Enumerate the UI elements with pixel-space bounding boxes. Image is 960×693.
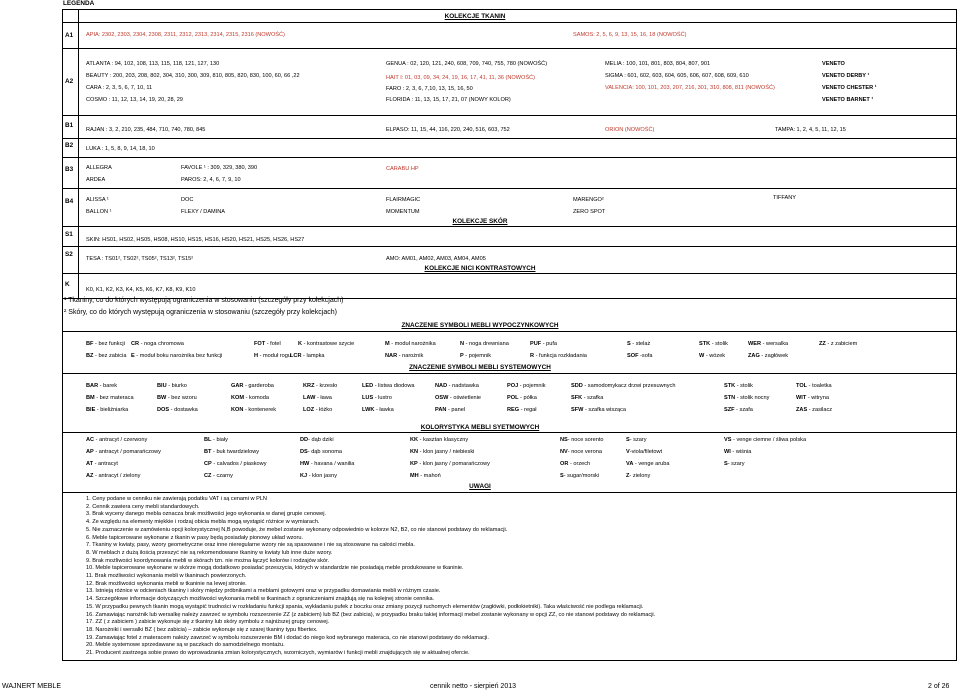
veneto-collection: VENETO [822,61,845,67]
symbol-row2-1: E - moduł boku narożnika bez funkcji [131,353,223,359]
haiti-collection: HAIT I: 01, 03, 09, 34, 24, 19, 16, 17, 41, 11, 36 (NOWOŚĆ) [386,75,536,81]
tesa-collection: TESA : TS01², TS02², TS05², TS13², TS15² [86,256,194,262]
uwaga-item: 2. Cennik zawiera ceny mebli standardowych. [86,503,200,510]
uwaga-item: 17. ZZ ( z zabiciem ) zabicie wykonuje się z tkaniny lub skóry symbolu z najniższej grupy cenowej. [86,619,330,626]
kolor-row0-3: KK - kasztan klasyczny [410,437,469,443]
zero-spot-collection: ZERO SPOT [573,209,606,215]
uwaga-item: 6. Meble tapicerowane wykonane z tkanin w pasy będą posiadały pionowy układ wzoru. [86,534,304,541]
kolor-row1-6: WI - wiśnia [724,449,752,455]
sys-row2-5: OSW - oświetlenie [435,395,482,401]
symbol-row2-9: ZAG - zagłówek [748,353,789,359]
kolor-row1-3: KN - klon jasny / niebieski [410,449,475,455]
kolor-row0-6: VS - venge ciemne / śliwa polska [724,437,807,443]
section-symbole-wypoczynkowe: ZNACZENIE SYMBOLI MEBLI WYPOCZYNKOWYCH [401,322,559,329]
kolor-row0-0: AC - antracyt / czerwony [86,437,148,443]
melia-collection: MELIA : 100, 101, 801, 803, 804, 807, 901 [605,61,711,67]
apia-collection: APIA: 2302, 2303, 2304, 2308, 2311, 2312, 2313, 2314, 2315, 2316 (NOWOŚĆ) [86,32,285,38]
veneto-derby-collection: VENETO DERBY ¹ [822,73,870,79]
sys-row3-6: REG - regał [507,407,537,413]
faro-collection: FARO : 2, 3, 6, 7,10, 13, 15, 16, 50 [386,86,473,92]
sys-row1-5: NAD - nadstawka [435,383,479,389]
sys-row1-2: GAR - garderoba [231,383,274,389]
legend-title: LEGENDA [63,0,95,7]
symbol-row1-0: BF - bez funkcji [86,341,125,347]
symbol-row2-8: W - wózek [699,353,726,359]
flexy-collection: FLEXY / DAMINA [181,209,226,215]
kolor-row0-2: DD- dąb dziki [300,437,334,443]
sys-row2-9: WIT - witryna [796,395,829,401]
sys-row1-0: BAR - barek [86,383,118,389]
uwaga-item: 9. Brak możliwości koordynowania mebli w skórach tzn. nie można łączyć kolorów i rodzajów skór. [86,557,330,564]
sys-row3-0: BIE - bieliźniarka [86,407,129,413]
row-label-b3: B3 [65,166,74,173]
sys-row3-3: LOZ - łóżko [303,407,333,413]
cara-collection: CARA : 2, 3, 5, 6, 7, 10, 11 [86,85,153,91]
section-kolorystyka: KOLORYSTYKA MEBLI SYETMOWYCH [420,424,540,431]
orion-collection: ORION (NOWOŚĆ) [605,127,655,133]
amo-collection: AMO: AM01, AM02, AM03, AM04, AM05 [386,256,486,262]
footer-page-number: 2 of 26 [928,683,950,690]
symbol-row1-5: N - noga drewniana [460,341,509,347]
row-label-b4: B4 [65,198,74,205]
allegra-collection: ALLEGRA [86,165,112,171]
kolor-row1-1: BT - buk twardzielowy [204,449,260,455]
kolor-row2-4: OR - orzech [560,461,591,467]
kolor-row1-2: DS- dąb sonoma [300,449,342,455]
samos-collection: SAMOS: 2, 5, 6, 9, 13, 15, 16, 18 (NOWOŚĆ) [573,32,687,38]
symbol-row1-3: K - kontrastowe szycie [298,341,355,347]
luka-collection: LUKA : 1, 5, 8, 9, 14, 18, 10 [86,146,155,152]
section-symbole-systemowe: ZNACZENIE SYMBOLI MEBLI SYSTEMOWYCH [409,364,551,371]
row-label-s2: S2 [65,251,73,258]
kolor-row1-4: NV- noce verona [560,449,602,455]
doc-collection: DOC [181,197,194,203]
uwaga-item: 10. Meble tapicerowane wykonane w skórze mogą dodatkowo posiadać przeszycia, których w standardzie nie posiadają meble produkowane w tkaninie. [86,565,464,572]
sys-row1-6: POJ - pojemnik [507,383,546,389]
kolor-row2-3: KP - klon jasny / pomarańczowy [410,461,490,467]
symbol-row2-0: BZ - bez zabicia [86,353,127,359]
sys-row3-5: PAN - panel [435,407,466,413]
sys-row1-9: TOL - toaletka [796,383,832,389]
carabu-collection: CARABU HP [386,166,419,172]
kolor-row3-0: AZ - antracyt / zielony [86,473,141,479]
uwaga-item: 16. Zamawiając narożnik lub wersalkę należy zawrzeć w symbolu rozszerzenie ZZ (z zabiciem) lub BZ (bez zabicia), w przypadku braku takiej informacji mebel zostanie wykonany w opcji ZZ, co nie stanowi podstawy do reklamacji. [86,611,656,618]
sys-row2-0: BM - bez materaca [86,395,134,401]
ardea-collection: ARDEA [86,177,106,183]
row-label-k: K [65,281,70,288]
kolor-row2-5: VA - venge aruba [626,461,670,467]
veneto-chester-collection: VENETO CHESTER ¹ [822,85,877,91]
symbol-row2-4: NAR - narożnik [385,353,424,359]
florida-collection: FLORIDA : 11, 13, 15, 17, 21, 07 (NOWY KOLOR) [386,97,511,103]
symbol-row2-7: SOF -sofa [627,353,653,359]
section-kolekcje-skor: KOLEKCJE SKÓR [452,218,508,225]
beauty-collection: BEAUTY : 200, 203, 208, 802, 304, 310, 300, 309, 810, 805, 820, 830, 100, 60, 66 ,22 [86,73,300,79]
kolor-row3-5: Z- zielony [626,473,651,479]
uwaga-item: 20. Meble systemowe sprzedawane są w paczkach do samodzielnego montażu. [86,642,285,649]
kolor-row0-5: S- szary [626,437,647,443]
row-label-s1: S1 [65,231,73,238]
symbol-row1-10: ZZ - z zabiciem [819,341,858,347]
sys-row2-4: LUS - lustro [362,395,392,401]
sys-row2-7: SFK - szafka [571,395,604,401]
kontrast-list: K0, K1, K2, K3, K4, K5, K6, K7, K8, K9, K10 [86,287,196,293]
sys-row1-8: STK - stolik [724,383,753,389]
ballon-collection: BALLON ¹ [86,209,112,215]
footer-pricelist: cennik netto - sierpień 2013 [430,683,516,690]
tampa-collection: TAMPA: 1, 2, 4, 5, 11, 12, 15 [775,127,846,133]
sys-row1-1: BIU - biurko [157,383,187,389]
kolor-row2-1: CP - calvados / piaskowy [204,461,267,467]
symbol-row1-6: PUF - pufa [530,341,558,347]
uwaga-item: 1. Ceny podane w cenniku nie zawierają podatku VAT i są cenami w PLN [86,496,267,502]
uwaga-item: 15. W przypadku pewnych tkanin mogą wystąpić trudności w rozkładaniu funkcji spania, wykładaniu pufek z boczku oraz zmiany pozycji ruchomych elementów (zagłówki, podłokietniki). Taka właściwość nie podlega reklamacji. [86,603,644,610]
atlanta-collection: ATLANTA : 94, 102, 108, 113, 115, 118, 121, 127, 130 [86,61,220,67]
kolor-row0-4: NS- noce sorento [560,437,604,443]
section-uwagi: UWAGI [469,483,491,490]
marengo-collection: MARENGO² [573,197,604,203]
uwaga-item: 12. Brak możliwości wykonania mebli w tkaninie na lewej stronie. [86,580,247,587]
symbol-row1-8: STK - stolik [699,341,728,347]
sys-row2-6: POL - półka [507,395,537,401]
favole-collection: FAVOLE ¹ : 309, 329, 380, 390 [181,165,258,171]
uwaga-item: 13. Istnieją różnice w odcieniach tkaniny i skóry między próbnikami a meblami gotowymi oraz w przypadku domawiania mebli w różnym czasie. [86,588,441,595]
rajan-collection: RAJAN : 3, 2, 210, 235, 484, 710, 740, 780, 845 [86,127,206,133]
genua-collection: GENUA : 02, 120, 121, 240, 608, 709, 740, 755, 780 (NOWOŚĆ) [386,61,548,67]
valencia-collection: VALENCIA: 100, 101, 203, 207, 216, 301, 310, 808, 811 (NOWOŚĆ) [605,85,775,91]
uwaga-item: 19. Zamawiając fotel z materacem należy zawrzeć w symbolu rozszerzenie BM i dodać do niego kod wybranego materaca, co nie stanowi podstawy do reklamacji. [86,634,489,641]
uwaga-item: 3. Brak wyceny danego mebla oznacza brak możliwości jego wykonania w danej grupie cenowej. [86,511,327,518]
sys-row3-4: LWK - ławka [362,407,394,413]
flairmagic-collection: FLAIRMAGIC [386,197,421,203]
symbol-row2-3: LCR - lampka [290,353,325,359]
kolor-row2-0: AT - antracyt [86,461,118,467]
symbol-row1-7: S - stelaż [627,341,651,347]
symbol-row1-4: M - moduł narożnika [385,341,436,347]
symbol-row2-6: R - funkcja rozkładania [530,353,587,359]
section-kolekcje-tkanin: KOLEKCJE TKANIN [444,13,506,20]
note-tkaniny: ¹ Tkaniny, co do których występują ograniczenia w stosowaniu (szczegóły przy kolekcjach) [64,297,344,304]
sys-row3-8: SZF - szafa [724,407,753,413]
kolor-row1-0: AP - antracyt / pomarańczowy [86,449,161,455]
uwaga-item: 14. Szczegółowe informacje dotyczących możliwości wykonania mebli w tkaninach z ograniczeniami znajdują się na kolejnej stronie cennika. [86,596,435,603]
symbol-row1-2: FOT - fotel [254,341,281,347]
kolor-row3-3: MH - mahoń [410,473,441,479]
symbol-row1-1: CR - noga chromowa [131,341,184,347]
kolor-row0-1: BL - biały [204,437,228,443]
cosmo-collection: COSMO : 11, 12, 13, 14, 19, 20, 28, 29 [86,97,183,103]
momentum-collection: MOMENTUM [386,209,420,215]
paros-collection: PAROS: 2, 4, 6, 7, 9, 10 [181,177,241,183]
note-skory: ² Skóry, co do których występują ograniczenia w stosowaniu (szczegóły przy kolekcjach) [64,309,337,316]
sys-row1-7: SDD - samodomykacz drzwi przesuwnych [571,383,676,389]
kolor-row2-2: HW - havana / wanilia [300,461,355,467]
sys-row2-8: STN - stolik nocny [724,395,770,401]
kolor-row3-1: CZ - czarny [204,473,233,479]
sys-row1-3: KRZ - krzesło [303,383,338,389]
sys-row3-2: KON - kontenerek [231,407,277,413]
kolor-row3-2: KJ - klon jasny [300,473,338,479]
sigma-collection: SIGMA : 601, 602, 603, 604, 605, 606, 607, 608, 609, 610 [605,73,749,79]
sys-row3-9: ZAS - zasilacz [796,407,833,413]
tiffany-collection: TIFFANY [773,195,796,201]
kolor-row2-6: S- szary [724,461,745,467]
sys-row3-1: DOS - dostawka [157,407,198,413]
symbol-row2-2: H - moduł rogu [254,353,292,359]
sys-row2-3: LAW - ława [303,395,332,401]
uwaga-item: 18. Narożniki i wersalki BZ ( bez zabicia) – zabicie wykonuje się z szarej tkaniny typu fibertex. [86,626,318,633]
row-label-a2: A2 [65,78,74,85]
row-label-b1: B1 [65,122,74,129]
row-label-a1: A1 [65,32,74,39]
kolor-row3-4: S- sugar/morski [560,473,600,479]
sys-row2-1: BW - bez wzoru [157,395,197,401]
uwaga-item: 7. Tkaniny w kwiaty, pasy, wzory geometryczne oraz inne nieregularne wzory nie są spasowane i nie są stosowane na całości mebla. [86,542,415,549]
sys-row3-7: SFW - szafka wisząca [571,407,627,413]
sys-row1-4: LED - listwa diodowa [362,383,415,389]
uwaga-item: 5. Nie zaznaczenie w zamówieniu opcji kolorystycznej N,B powoduje, że mebel zostanie wykonany odpowiednio w kolorze N2, B2, co nie stanowi podstawy do reklamacji. [86,526,508,533]
footer-company: WAJNERT MEBLE [2,683,61,690]
uwaga-item: 8. W meblach z dużą ilością przeszyć nie są rekomendowane tkaniny w kwiaty lub inne duże wzory. [86,549,333,556]
section-kolekcje-nici: KOLEKCJE NICI KONTRASTOWYCH [424,265,536,272]
elpaso-collection: ELPASO: 11, 15, 44, 116, 220, 240, 516, 603, 752 [386,127,510,133]
kolor-row1-5: V-viola/filetowt [626,449,663,455]
symbol-row1-9: WER - wersalka [748,341,789,347]
row-label-b2: B2 [65,142,74,149]
symbol-row2-5: P - pojemnik [460,353,492,359]
uwaga-item: 4. Ze względu na elementy miękkie i rodzaj obicia mebla mogą wystąpić różnice w wymiarach. [86,519,320,526]
sys-row2-2: KOM - komoda [231,395,269,401]
uwaga-item: 11. Brak możliwości wykonania mebli w tkaninach powierzonych. [86,573,247,579]
uwaga-item: 21. Producent zastrzega sobie prawo do wprowadzania zmian kolorystycznych, wzorniczych, wymiarów i funkcji mebli znajdujących się w aktualnej ofercie. [86,650,470,656]
skin-collection: SKIN: HS01, HS02, HS05, HS08, HS10, HS15, HS16, HS20, HS21, HS25, HS26, HS27 [86,237,305,243]
alissa-collection: ALISSA ¹ [86,197,109,203]
veneto-barnet-collection: VENETO BARNET ¹ [822,97,874,103]
